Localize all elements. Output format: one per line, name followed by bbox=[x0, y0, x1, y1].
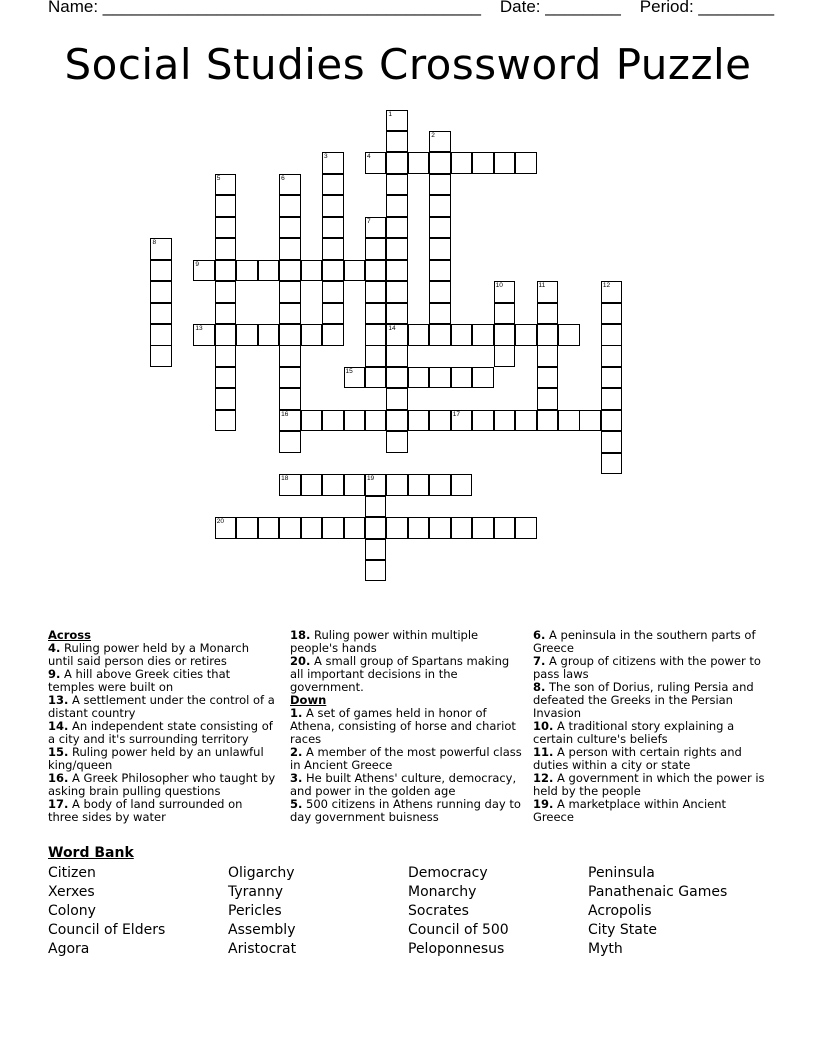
word-bank-item: Panathenaic Games bbox=[588, 884, 728, 900]
crossword-cell[interactable] bbox=[451, 517, 473, 539]
crossword-cell[interactable] bbox=[365, 303, 387, 325]
crossword-cell[interactable] bbox=[150, 260, 172, 282]
clue-number: 14 bbox=[388, 325, 396, 332]
clue-item-number: 11. bbox=[533, 745, 554, 759]
clue-item-text: The son of Dorius, ruling Persia and defeated the Greeks in the Persian Invasion bbox=[533, 680, 754, 720]
crossword-cell[interactable] bbox=[451, 410, 473, 432]
clue-item bbox=[290, 798, 525, 824]
word-bank-item: Assembly bbox=[228, 922, 296, 938]
word-bank-item: Peloponnesus bbox=[408, 941, 505, 957]
crossword-cell[interactable] bbox=[537, 303, 559, 325]
crossword-cell[interactable] bbox=[365, 281, 387, 303]
word-bank-item: City State bbox=[588, 922, 657, 938]
crossword-cell[interactable] bbox=[579, 410, 601, 432]
clue-item bbox=[290, 707, 525, 746]
crossword-cell[interactable] bbox=[537, 345, 559, 367]
crossword-cell[interactable] bbox=[386, 152, 408, 174]
crossword-cell[interactable] bbox=[365, 217, 387, 239]
crossword-cell[interactable] bbox=[601, 388, 623, 410]
crossword-cell[interactable] bbox=[558, 324, 580, 346]
crossword-cell[interactable] bbox=[386, 345, 408, 367]
crossword-cell[interactable] bbox=[429, 410, 451, 432]
crossword-cell[interactable] bbox=[601, 281, 623, 303]
crossword-cell[interactable] bbox=[150, 303, 172, 325]
clue-item-text: A Greek Philosopher who taught by asking brain pulling questions bbox=[48, 771, 276, 798]
crossword-cell[interactable] bbox=[215, 517, 237, 539]
word-bank-item: Acropolis bbox=[588, 903, 652, 919]
word-bank-item: Myth bbox=[588, 941, 623, 957]
clue-number: 18 bbox=[281, 475, 289, 483]
clues-column-3 bbox=[533, 629, 768, 824]
crossword-cell[interactable] bbox=[215, 281, 237, 303]
clue-number: 2 bbox=[431, 131, 435, 139]
crossword-cell[interactable] bbox=[365, 517, 387, 539]
crossword-cell[interactable] bbox=[258, 260, 280, 282]
period-field[interactable]: Period: ________ bbox=[639, 0, 775, 16]
word-bank-item: Aristocrat bbox=[228, 941, 297, 957]
crossword-cell[interactable] bbox=[386, 217, 408, 239]
word-bank-item: Peninsula bbox=[588, 865, 655, 881]
crossword-cell[interactable] bbox=[279, 367, 301, 389]
clue-item-number: 20. bbox=[290, 654, 311, 668]
crossword-cell[interactable] bbox=[215, 345, 237, 367]
clue-item-number: 4. bbox=[48, 641, 61, 655]
clue-number: 17 bbox=[452, 410, 460, 418]
down-clues-list bbox=[290, 707, 525, 824]
crossword-cell[interactable] bbox=[472, 517, 494, 539]
crossword-cell[interactable] bbox=[386, 303, 408, 325]
crossword-cell[interactable] bbox=[365, 152, 387, 174]
clue-number: 13 bbox=[195, 325, 203, 332]
word-bank-item: Colony bbox=[48, 903, 96, 919]
crossword-cell[interactable] bbox=[451, 367, 473, 389]
crossword-cell[interactable] bbox=[215, 217, 237, 239]
clue-item-text: A person with certain rights and duties within a city or state bbox=[533, 745, 742, 772]
clue-item-number: 17. bbox=[48, 797, 69, 811]
crossword-cell[interactable] bbox=[258, 324, 280, 346]
clue-number: 11 bbox=[538, 282, 546, 290]
crossword-cell[interactable] bbox=[408, 517, 430, 539]
word-bank-item: Xerxes bbox=[48, 884, 95, 900]
clue-item bbox=[48, 746, 276, 772]
page-title: Social Studies Crossword Puzzle bbox=[64, 40, 752, 89]
crossword-cell[interactable] bbox=[494, 324, 516, 346]
clue-item bbox=[533, 655, 768, 681]
crossword-cell[interactable] bbox=[429, 367, 451, 389]
crossword-cell[interactable] bbox=[429, 517, 451, 539]
crossword-cell[interactable] bbox=[279, 281, 301, 303]
word-bank-item: Democracy bbox=[408, 865, 488, 881]
clue-number: 1 bbox=[388, 110, 393, 118]
clue-item bbox=[533, 746, 768, 772]
crossword-cell[interactable] bbox=[365, 367, 387, 389]
crossword-cell[interactable] bbox=[279, 195, 301, 217]
crossword-cell[interactable] bbox=[150, 345, 172, 367]
clue-item bbox=[290, 746, 525, 772]
crossword-cell[interactable] bbox=[236, 517, 258, 539]
clue-item bbox=[48, 720, 276, 746]
crossword-cell[interactable] bbox=[429, 152, 451, 174]
clue-item bbox=[290, 629, 525, 655]
crossword-cell[interactable] bbox=[215, 324, 237, 346]
crossword-cell[interactable] bbox=[279, 324, 301, 346]
clue-number: 20 bbox=[216, 518, 225, 526]
crossword-cell[interactable] bbox=[236, 260, 258, 282]
clue-item-text: A small group of Spartans making all important decisions in the government. bbox=[290, 654, 510, 694]
clue-item-text: Ruling power within multiple people's hands bbox=[290, 628, 479, 655]
crossword-cell[interactable] bbox=[408, 367, 430, 389]
crossword-cell[interactable] bbox=[301, 410, 323, 432]
crossword-cell[interactable] bbox=[494, 517, 516, 539]
crossword-cell[interactable] bbox=[429, 474, 451, 496]
crossword-cell[interactable] bbox=[365, 238, 387, 260]
crossword-cell[interactable] bbox=[386, 131, 408, 153]
clue-item bbox=[533, 681, 768, 720]
crossword-cell[interactable] bbox=[429, 195, 451, 217]
clue-item-text: A set of games held in honor of Athena, consisting of horse and chariot races bbox=[290, 706, 516, 746]
clue-item-text: Ruling power held by an unlawful king/queen bbox=[48, 745, 264, 772]
crossword-cell[interactable] bbox=[322, 152, 344, 174]
crossword-cell[interactable] bbox=[537, 367, 559, 389]
clue-item-number: 1. bbox=[290, 706, 303, 720]
clue-item bbox=[533, 772, 768, 798]
crossword-cell[interactable] bbox=[279, 474, 301, 496]
clue-item-text: A traditional story explaining a certain culture's beliefs bbox=[533, 719, 735, 746]
crossword-cell[interactable] bbox=[279, 517, 301, 539]
crossword-cell[interactable] bbox=[365, 324, 387, 346]
crossword-cell[interactable] bbox=[215, 303, 237, 325]
crossword-cell[interactable] bbox=[322, 238, 344, 260]
clue-number: 3 bbox=[324, 153, 328, 161]
crossword-cell[interactable] bbox=[279, 217, 301, 239]
clue-item-number: 19. bbox=[533, 797, 554, 811]
crossword-cell[interactable] bbox=[215, 410, 237, 432]
crossword-cell[interactable] bbox=[429, 174, 451, 196]
crossword-cell[interactable] bbox=[365, 474, 387, 496]
crossword-cell[interactable] bbox=[150, 281, 172, 303]
clue-number: 8 bbox=[152, 239, 157, 247]
clue-item-number: 18. bbox=[290, 628, 311, 642]
clue-item bbox=[48, 642, 276, 668]
crossword-cell[interactable] bbox=[494, 152, 516, 174]
crossword-cell[interactable] bbox=[429, 324, 451, 346]
clue-number: 12 bbox=[602, 282, 611, 290]
crossword-cell[interactable] bbox=[386, 410, 408, 432]
crossword-cell[interactable] bbox=[451, 324, 473, 346]
clue-item-number: 15. bbox=[48, 745, 69, 759]
crossword-cell[interactable] bbox=[365, 345, 387, 367]
crossword-cell[interactable] bbox=[258, 517, 280, 539]
crossword-cell[interactable] bbox=[279, 388, 301, 410]
crossword-cell[interactable] bbox=[494, 303, 516, 325]
word-bank-item: Council of 500 bbox=[408, 922, 509, 938]
crossword-cell[interactable] bbox=[429, 260, 451, 282]
crossword-cell[interactable] bbox=[515, 517, 537, 539]
crossword-cell[interactable] bbox=[279, 260, 301, 282]
crossword-cell[interactable] bbox=[386, 281, 408, 303]
crossword-cell[interactable] bbox=[344, 517, 366, 539]
crossword-cell[interactable] bbox=[451, 474, 473, 496]
crossword-cell[interactable] bbox=[386, 517, 408, 539]
crossword-cell[interactable] bbox=[451, 152, 473, 174]
crossword-cell[interactable] bbox=[601, 453, 623, 475]
crossword-cell[interactable] bbox=[408, 410, 430, 432]
name-field[interactable]: Name: ________________________________________ bbox=[48, 0, 481, 16]
clue-item bbox=[48, 694, 276, 720]
clue-item-text: A member of the most powerful class in Ancient Greece bbox=[290, 745, 522, 772]
crossword-cell[interactable] bbox=[215, 388, 237, 410]
word-bank-item: Monarchy bbox=[408, 884, 477, 900]
crossword-cell[interactable] bbox=[322, 195, 344, 217]
clue-number: 19 bbox=[366, 475, 375, 483]
crossword-cell[interactable] bbox=[279, 410, 301, 432]
crossword-cell[interactable] bbox=[429, 238, 451, 260]
crossword-cell[interactable] bbox=[344, 260, 366, 282]
crossword-cell[interactable] bbox=[429, 303, 451, 325]
clue-item bbox=[533, 720, 768, 746]
word-bank-item: Pericles bbox=[228, 903, 282, 919]
clue-item-text: 500 citizens in Athens running day to day government buisness bbox=[290, 797, 521, 824]
crossword-cell[interactable] bbox=[386, 260, 408, 282]
clue-item bbox=[533, 629, 768, 655]
clue-item-text: A marketplace within Ancient Greece bbox=[533, 797, 727, 824]
clue-item bbox=[48, 798, 276, 824]
crossword-cell[interactable] bbox=[365, 410, 387, 432]
crossword-cell[interactable] bbox=[344, 474, 366, 496]
clue-number: 7 bbox=[366, 217, 371, 225]
crossword-cell[interactable] bbox=[408, 152, 430, 174]
across-clues-list-continued bbox=[290, 629, 525, 694]
clue-item-text: Ruling power held by a Monarch until said person dies or retires bbox=[48, 641, 249, 668]
crossword-cell[interactable] bbox=[322, 517, 344, 539]
crossword-cell[interactable] bbox=[472, 324, 494, 346]
crossword-cell[interactable] bbox=[279, 431, 301, 453]
clues-column-1 bbox=[48, 629, 276, 824]
crossword-cell[interactable] bbox=[365, 539, 387, 561]
crossword-cell[interactable] bbox=[537, 410, 559, 432]
crossword-cell[interactable] bbox=[215, 238, 237, 260]
word-bank-column-4 bbox=[588, 864, 727, 959]
down-clues-list-continued bbox=[533, 629, 768, 824]
crossword-cell[interactable] bbox=[322, 474, 344, 496]
crossword-cell[interactable] bbox=[386, 474, 408, 496]
crossword-cell[interactable] bbox=[386, 431, 408, 453]
crossword-cell[interactable] bbox=[301, 517, 323, 539]
crossword-cell[interactable] bbox=[386, 195, 408, 217]
crossword-cell[interactable] bbox=[215, 174, 237, 196]
crossword-cell[interactable] bbox=[150, 238, 172, 260]
clue-item bbox=[290, 772, 525, 798]
crossword-cell[interactable] bbox=[193, 260, 215, 282]
crossword-cell[interactable] bbox=[301, 474, 323, 496]
crossword-cell[interactable] bbox=[386, 238, 408, 260]
word-bank-item: Agora bbox=[48, 941, 90, 957]
clue-number: 15 bbox=[345, 367, 353, 375]
crossword-cell[interactable] bbox=[322, 410, 344, 432]
clue-number: 4 bbox=[366, 153, 371, 161]
clue-item-number: 12. bbox=[533, 771, 554, 785]
clue-item-text: A group of citizens with the power to pass laws bbox=[533, 654, 761, 681]
clue-item-number: 2. bbox=[290, 745, 303, 759]
clue-item-text: A hill above Greek cities that temples were built on bbox=[48, 667, 231, 694]
crossword-cell[interactable] bbox=[429, 131, 451, 153]
clue-item bbox=[290, 655, 525, 694]
clue-item-number: 3. bbox=[290, 771, 303, 785]
clue-item-text: A government in which the power is held by the people bbox=[533, 771, 765, 798]
crossword-cell[interactable] bbox=[344, 367, 366, 389]
across-heading: Across bbox=[48, 628, 91, 642]
clue-item-number: 8. bbox=[533, 680, 546, 694]
clue-item-number: 10. bbox=[533, 719, 554, 733]
crossword-cell[interactable] bbox=[215, 195, 237, 217]
crossword-cell[interactable] bbox=[408, 324, 430, 346]
crossword-cell[interactable] bbox=[279, 303, 301, 325]
crossword-cell[interactable] bbox=[601, 410, 623, 432]
clue-item-text: A body of land surrounded on three sides by water bbox=[48, 797, 243, 824]
crossword-cell[interactable] bbox=[429, 217, 451, 239]
clue-item bbox=[48, 668, 276, 694]
clue-item-text: He built Athens' culture, democracy, and power in the golden age bbox=[290, 771, 517, 798]
crossword-cell[interactable] bbox=[472, 152, 494, 174]
crossword-cell[interactable] bbox=[236, 324, 258, 346]
crossword-cell[interactable] bbox=[365, 560, 387, 582]
clue-number: 5 bbox=[216, 174, 221, 182]
crossword-cell[interactable] bbox=[279, 238, 301, 260]
word-bank-column-1 bbox=[48, 864, 165, 959]
across-clues-list bbox=[48, 642, 276, 824]
clue-item bbox=[533, 798, 768, 824]
clues-column-2 bbox=[290, 629, 525, 824]
crossword-cell[interactable] bbox=[344, 410, 366, 432]
clue-item-text: A peninsula in the southern parts of Greece bbox=[533, 628, 756, 655]
crossword-cell[interactable] bbox=[494, 345, 516, 367]
word-bank-column-3 bbox=[408, 864, 509, 959]
crossword-cell[interactable] bbox=[386, 110, 408, 132]
crossword-cell[interactable] bbox=[494, 281, 516, 303]
crossword-cell[interactable] bbox=[601, 345, 623, 367]
clue-item-text: An independent state consisting of a city and it's surrounding territory bbox=[48, 719, 273, 746]
crossword-cell[interactable] bbox=[279, 345, 301, 367]
crossword-cell[interactable] bbox=[301, 260, 323, 282]
crossword-cell[interactable] bbox=[386, 174, 408, 196]
clue-item-number: 7. bbox=[533, 654, 546, 668]
crossword-cell[interactable] bbox=[537, 388, 559, 410]
clue-number: 9 bbox=[195, 260, 199, 268]
crossword-cell[interactable] bbox=[601, 431, 623, 453]
clue-item-number: 14. bbox=[48, 719, 69, 733]
word-bank-item: Citizen bbox=[48, 865, 96, 881]
crossword-cell[interactable] bbox=[193, 324, 215, 346]
crossword-cell[interactable] bbox=[429, 281, 451, 303]
clue-item-number: 5. bbox=[290, 797, 303, 811]
clue-item bbox=[48, 772, 276, 798]
crossword-cell[interactable] bbox=[322, 324, 344, 346]
clue-item-number: 9. bbox=[48, 667, 61, 681]
crossword-cell[interactable] bbox=[215, 260, 237, 282]
crossword-cell[interactable] bbox=[515, 324, 537, 346]
down-heading: Down bbox=[290, 693, 327, 707]
clue-item-number: 16. bbox=[48, 771, 69, 785]
crossword-cell[interactable] bbox=[537, 281, 559, 303]
crossword-cell[interactable] bbox=[601, 324, 623, 346]
crossword-cell[interactable] bbox=[515, 152, 537, 174]
word-bank-title: Word Bank bbox=[48, 845, 134, 861]
word-bank-item: Council of Elders bbox=[48, 922, 166, 938]
clue-item-text: A settlement under the control of a distant country bbox=[48, 693, 275, 720]
crossword-cell[interactable] bbox=[515, 410, 537, 432]
crossword-cell[interactable] bbox=[322, 303, 344, 325]
crossword-cell[interactable] bbox=[386, 388, 408, 410]
clue-number: 16 bbox=[281, 410, 289, 418]
crossword-cell[interactable] bbox=[279, 174, 301, 196]
crossword-cell[interactable] bbox=[386, 367, 408, 389]
crossword-cell[interactable] bbox=[472, 410, 494, 432]
clue-number: 6 bbox=[281, 174, 285, 182]
crossword-cell[interactable] bbox=[322, 281, 344, 303]
crossword-cell[interactable] bbox=[408, 474, 430, 496]
crossword-cell[interactable] bbox=[215, 367, 237, 389]
date-field[interactable]: Date: ________ bbox=[499, 0, 621, 16]
clue-number: 10 bbox=[495, 282, 503, 290]
crossword-cell[interactable] bbox=[494, 410, 516, 432]
crossword-cell[interactable] bbox=[322, 260, 344, 282]
crossword-cell[interactable] bbox=[322, 217, 344, 239]
crossword-cell[interactable] bbox=[301, 324, 323, 346]
word-bank-item: Socrates bbox=[408, 903, 469, 919]
word-bank-item: Tyranny bbox=[228, 884, 284, 900]
clue-item-number: 6. bbox=[533, 628, 546, 642]
clue-item-number: 13. bbox=[48, 693, 69, 707]
crossword-cell[interactable] bbox=[386, 324, 408, 346]
crossword-cell[interactable] bbox=[365, 260, 387, 282]
crossword-cell[interactable] bbox=[472, 367, 494, 389]
crossword-cell[interactable] bbox=[601, 367, 623, 389]
crossword-cell[interactable] bbox=[322, 174, 344, 196]
word-bank-column-2 bbox=[228, 864, 296, 959]
crossword-cell[interactable] bbox=[365, 496, 387, 518]
crossword-cell[interactable] bbox=[537, 324, 559, 346]
crossword-cell[interactable] bbox=[601, 303, 623, 325]
crossword-cell[interactable] bbox=[558, 410, 580, 432]
word-bank-item: Oligarchy bbox=[228, 865, 295, 881]
crossword-cell[interactable] bbox=[150, 324, 172, 346]
